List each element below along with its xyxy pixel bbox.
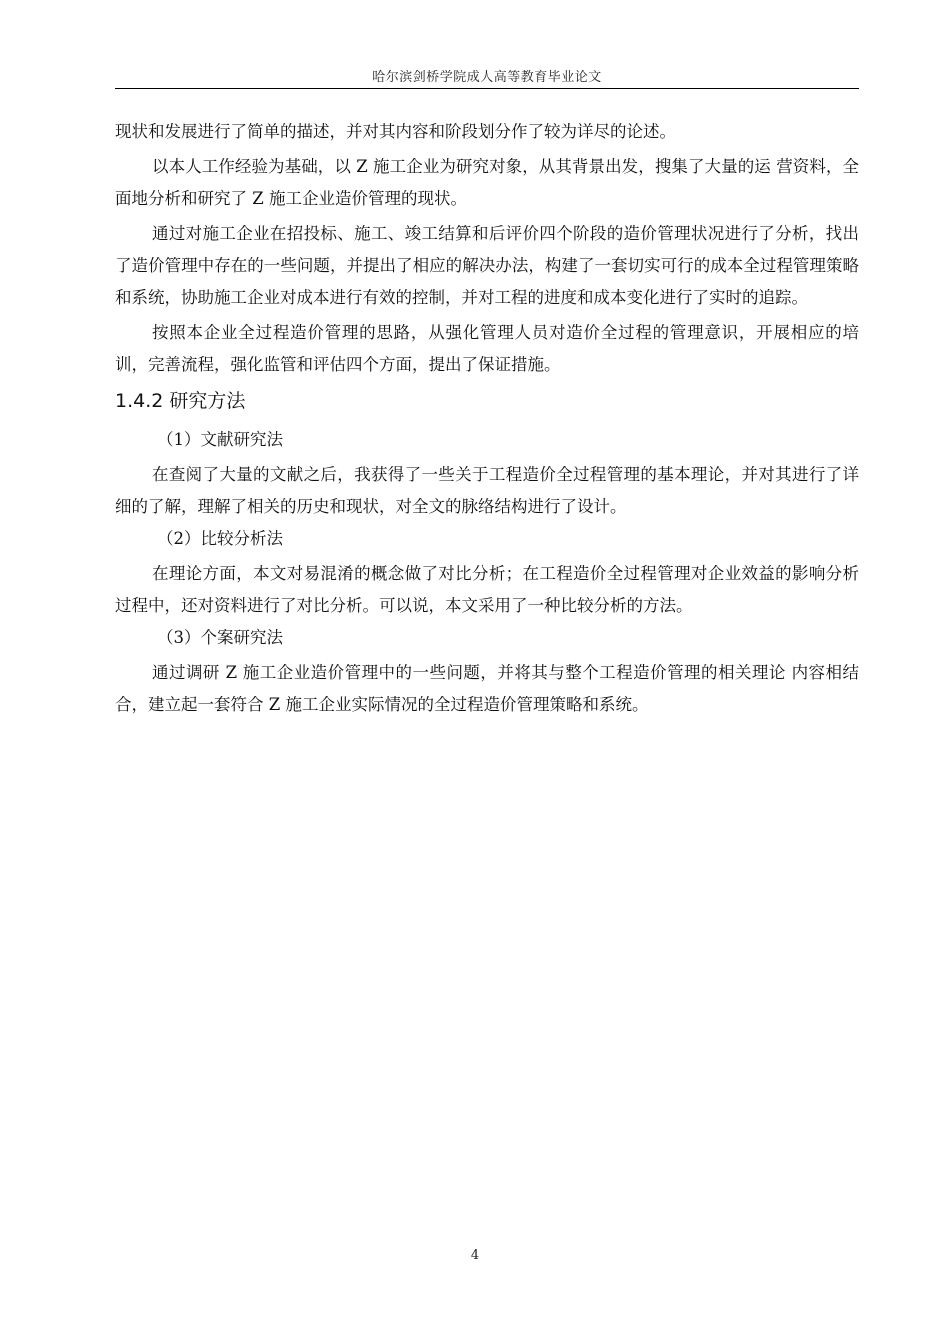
method-text: 在查阅了大量的文献之后，我获得了一些关于工程造价全过程管理的基本理论，并对其进行了详细的了解，理解了相关的历史和现状，对全文的脉络结构进行了设计。 xyxy=(115,465,859,516)
method-text: 在理论方面，本文对易混淆的概念做了对比分析；在工程造价全过程管理对企业效益的影响分析过程中，还对资料进行了对比分析。可以说，本文采用了一种比较分析的方法。 xyxy=(115,564,859,615)
method-label: （2）比较分析法 xyxy=(157,529,283,548)
paragraph-work-experience: 以本人工作经验为基础，以 Z 施工企业为研究对象，从其背景出发，搜集了大量的运 营资料，全面地分析和研究了 Z 施工企业造价管理的现状。 xyxy=(115,157,859,208)
section-heading: 1.4.2 研究方法 xyxy=(115,390,246,412)
page-number: 4 xyxy=(470,1248,480,1263)
method-text: 通过调研 Z 施工企业造价管理中的一些问题，并将其与整个工程造价管理的相关理论 内容相结合，建立起一套符合 Z 施工企业实际情况的全过程造价管理策略和系统。 xyxy=(115,663,859,714)
paragraph-measures: 按照本企业全过程造价管理的思路，从强化管理人员对造价全过程的管理意识，开展相应的培训，完善流程，强化监管和评估四个方面，提出了保证措施。 xyxy=(115,323,859,374)
method-label: （1）文献研究法 xyxy=(157,430,283,449)
page-header: 哈尔滨剑桥学院成人高等教育毕业论文 xyxy=(372,70,602,85)
header-rule xyxy=(115,88,859,89)
paragraph-analysis: 通过对施工企业在招投标、施工、竣工结算和后评价四个阶段的造价管理状况进行了分析，找出了造价管理中存在的一些问题，并提出了相应的解决办法，构建了一套切实可行的成本全过程管理策略和系统，协助施工企业对成本进行有效的控制，并对工程的进度和成本变化进行了实时的追踪。 xyxy=(115,224,859,307)
paragraph-continuation: 现状和发展进行了简单的描述，并对其内容和阶段划分作了较为详尽的论述。 xyxy=(115,122,676,141)
method-label: （3）个案研究法 xyxy=(157,628,283,647)
page-body xyxy=(115,116,859,721)
